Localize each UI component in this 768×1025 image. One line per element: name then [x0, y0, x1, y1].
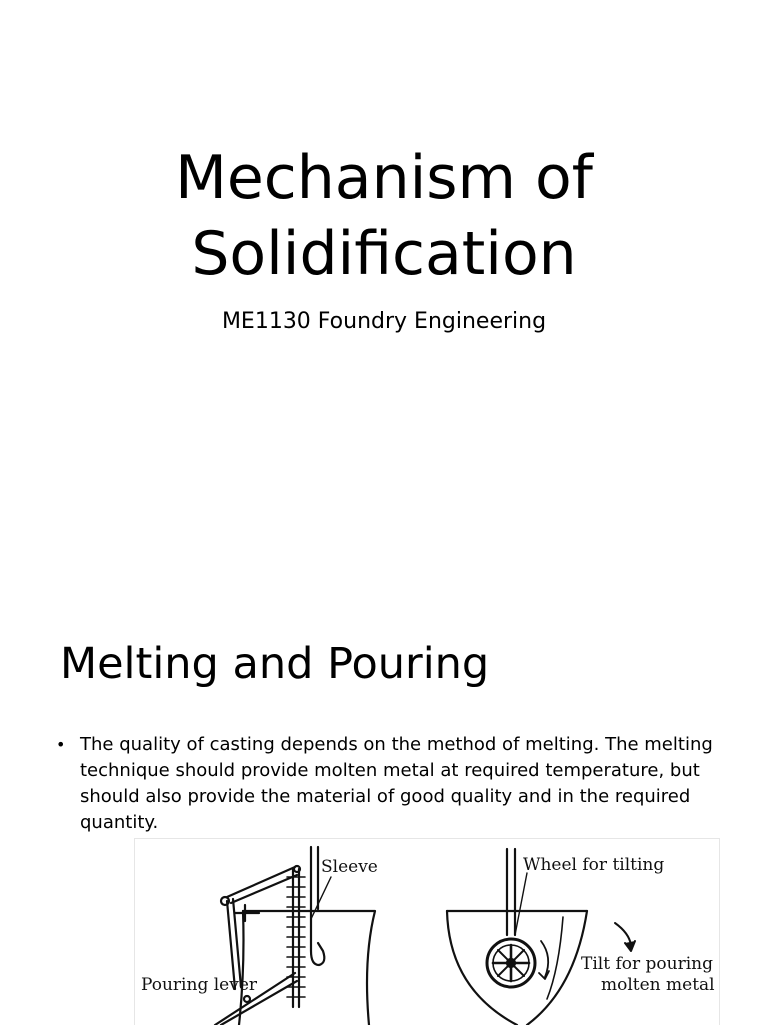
sleeve-label: Sleeve	[321, 857, 378, 877]
tilt-label-line2: molten metal	[601, 975, 715, 995]
ladle-diagram-svg	[135, 839, 719, 1025]
pouring-lever-label: Pouring lever	[141, 975, 258, 995]
tilt-label-line1: Tilt for pouring	[581, 954, 713, 974]
ladle-diagram	[134, 838, 720, 1025]
slide-title: Mechanism of Solidification	[175, 143, 593, 289]
bullet-list	[56, 732, 716, 836]
wheel-label: Wheel for tilting	[523, 855, 665, 875]
content-slide	[0, 576, 768, 1024]
bullet-dot-icon: •	[56, 735, 66, 754]
slide-subtitle: ME1130 Foundry Engineering	[221, 309, 547, 334]
bullet-text: The quality of casting depends on the method of melting. The melting technique should provide molten metal at required temperature, but should also provide the material of good quality and in the required quantity.	[80, 734, 713, 833]
bullet-item	[56, 732, 716, 836]
slide-heading: Melting and Pouring	[60, 639, 490, 689]
